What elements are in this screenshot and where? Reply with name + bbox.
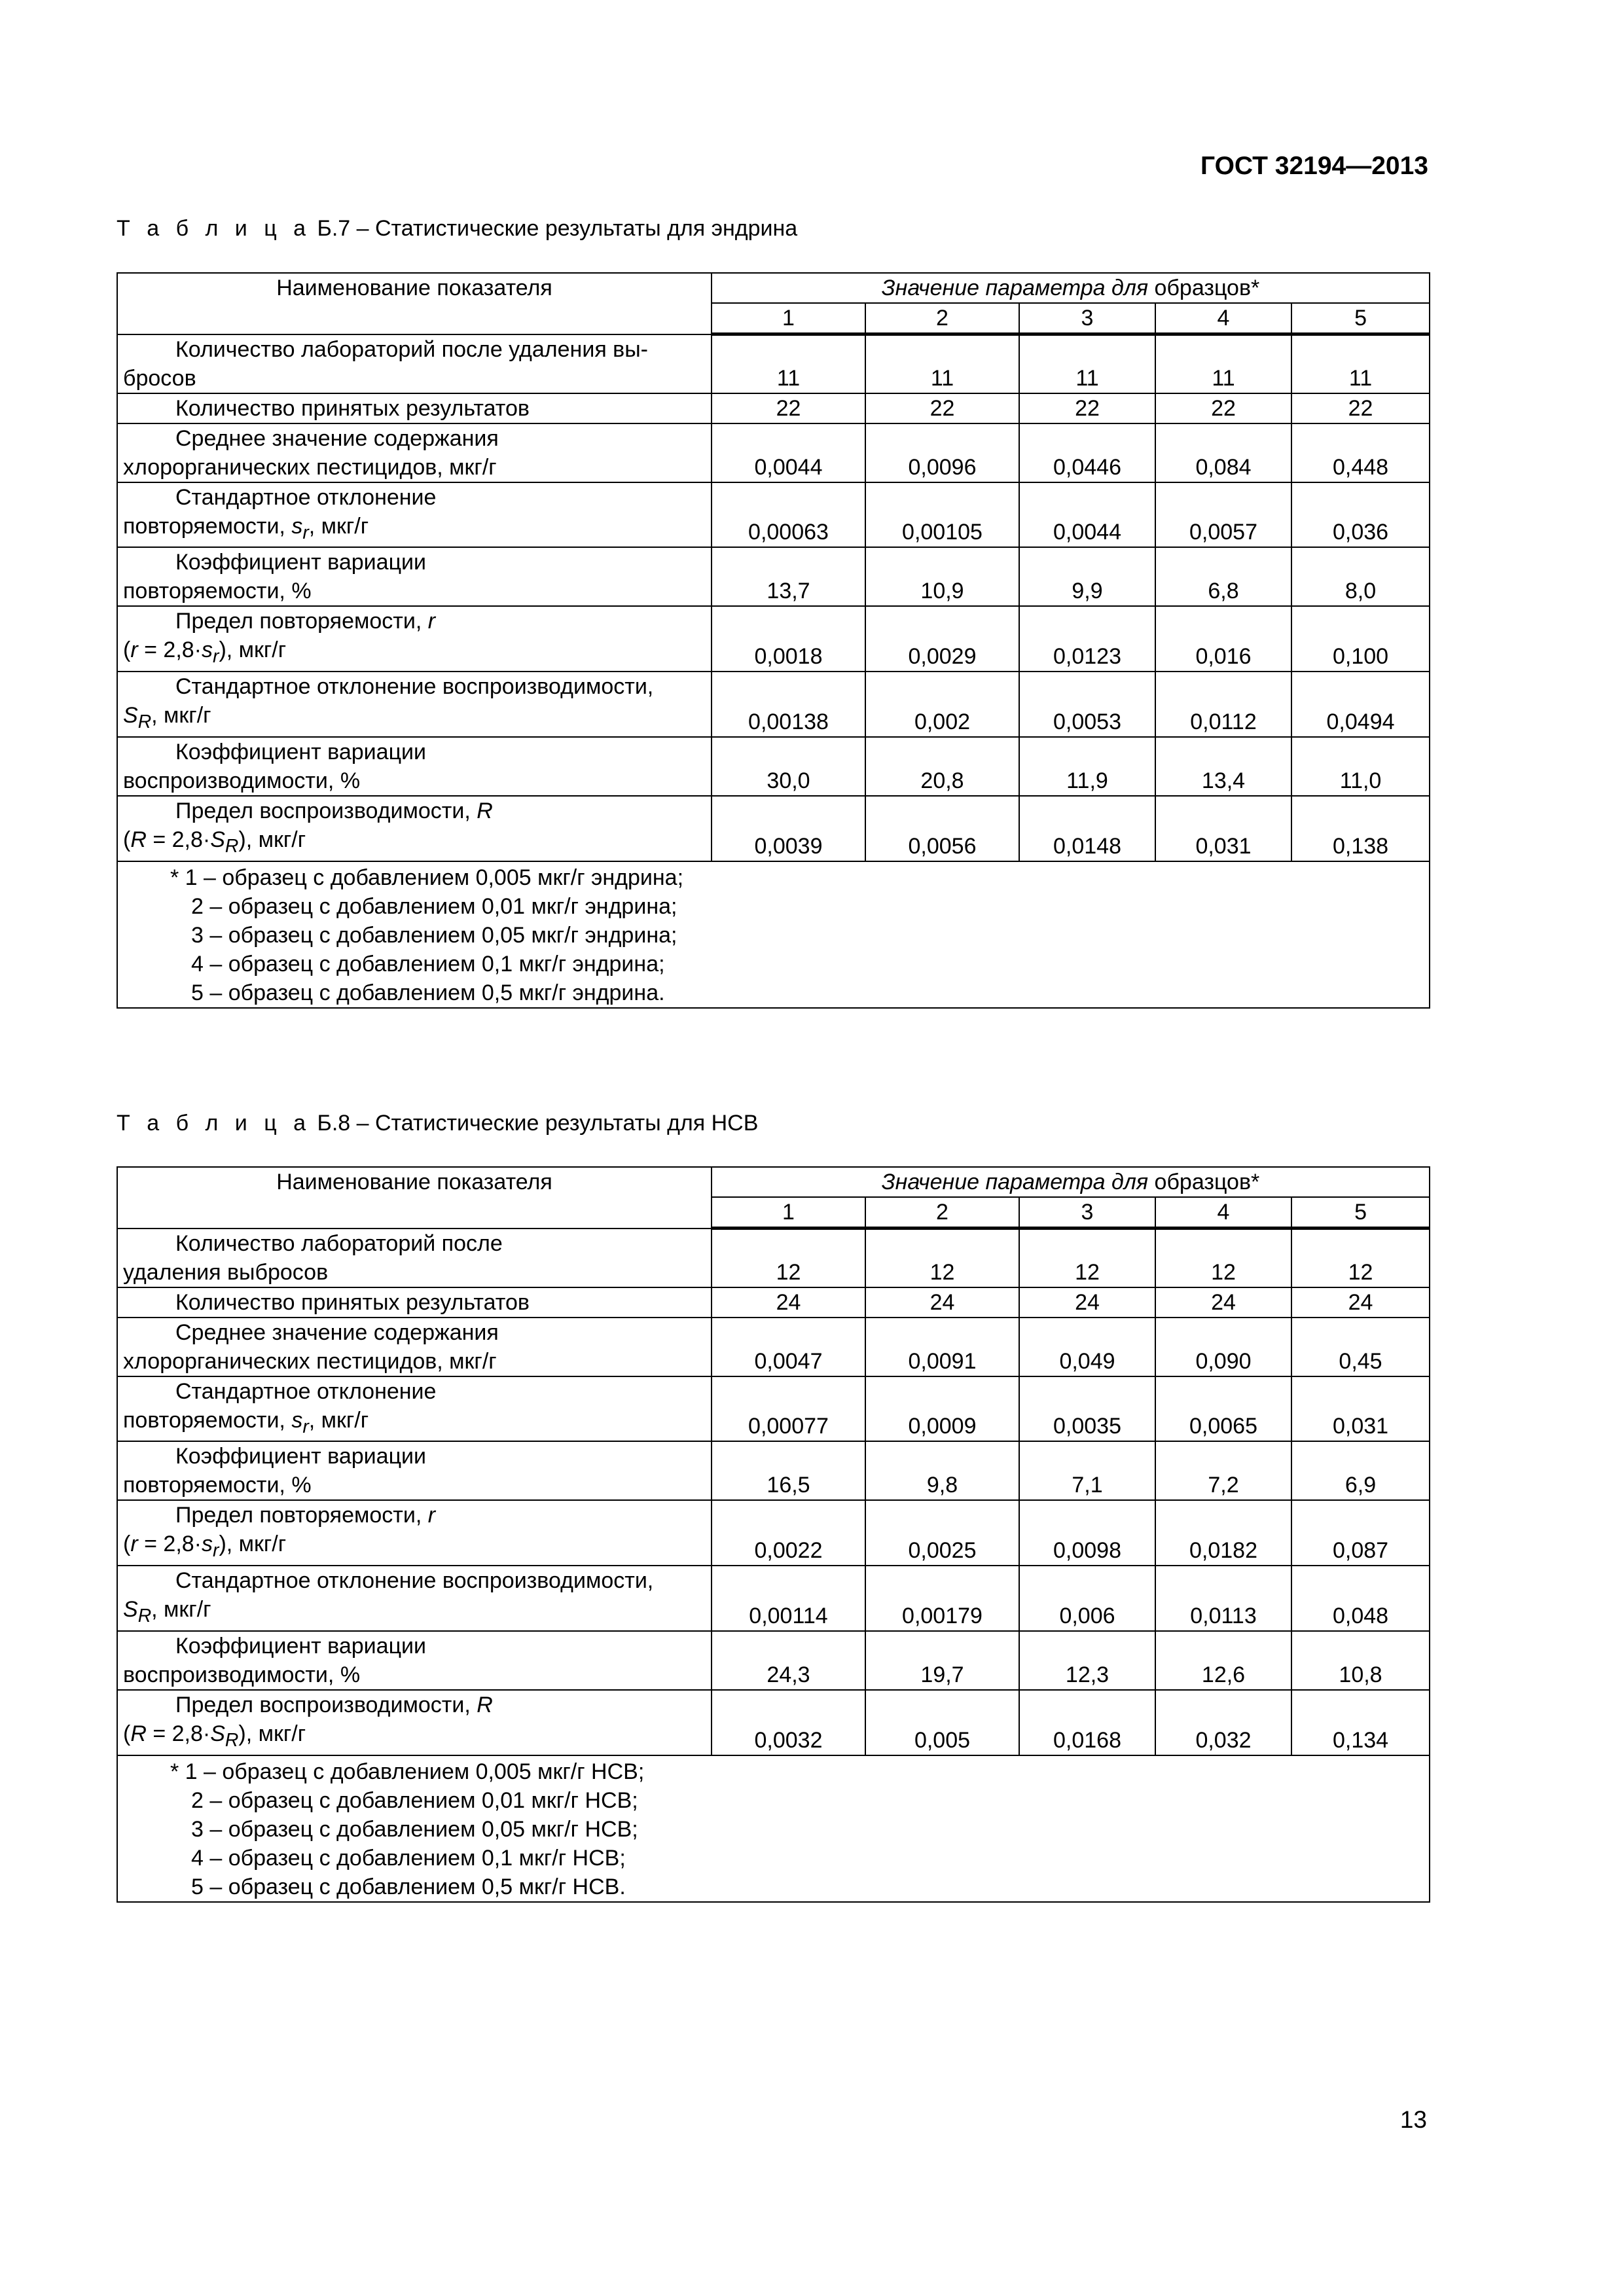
table-cell: 0,0494 (1291, 672, 1430, 737)
table-cell: 24,3 (712, 1631, 865, 1690)
table-cell: 12 (712, 1229, 865, 1287)
table-cell: 11,0 (1291, 737, 1430, 796)
table-cell: 10,8 (1291, 1631, 1430, 1690)
parameter-name: Стандартное отклонение воспроизводимости, $S_R$, мкг/г (117, 672, 712, 737)
table-cell: 0,0057 (1155, 482, 1291, 548)
table-cell: 0,00179 (865, 1566, 1019, 1631)
table-row (117, 1500, 1430, 1566)
table-cell: 19,7 (865, 1631, 1019, 1690)
table-row (117, 1441, 1430, 1500)
table-cell: 0,0168 (1019, 1690, 1155, 1755)
parameter-name: Среднее значение содержания хлорорганических пестицидов, мкг/г (117, 423, 712, 482)
table-row (117, 334, 1430, 393)
column-header: 1 (712, 303, 865, 334)
table-footnote-row (117, 1755, 1430, 1902)
footnote-line: 5 – образец с добавлением 0,5 мкг/г эндрина. (191, 980, 665, 1005)
parameter-name: Среднее значение содержания хлорорганических пестицидов, мкг/г (117, 1318, 712, 1376)
column-header: 1 (712, 1197, 865, 1229)
table-cell: 0,016 (1155, 606, 1291, 672)
table-cell: 0,0096 (865, 423, 1019, 482)
table-cell: 0,0053 (1019, 672, 1155, 737)
table-cell: 0,049 (1019, 1318, 1155, 1376)
footnote-line: 2 – образец с добавлением 0,01 мкг/г НСВ; (191, 1787, 638, 1813)
table-cell: 13,7 (712, 547, 865, 606)
table-cell: 6,8 (1155, 547, 1291, 606)
table-cell: 12,3 (1019, 1631, 1155, 1690)
table-cell: 22 (865, 393, 1019, 423)
table-cell: 0,006 (1019, 1566, 1155, 1631)
table-cell: 0,0148 (1019, 796, 1155, 861)
table-cell: 0,00077 (712, 1376, 865, 1442)
table-cell: 0,036 (1291, 482, 1430, 548)
table-cell: 11 (865, 334, 1019, 393)
parameter-name: Стандартное отклонение воспроизводимости, $S_R$, мкг/г (117, 1566, 712, 1631)
parameter-name: Коэффициент вариации повторяемости, % (117, 547, 712, 606)
table-cell: 22 (1155, 393, 1291, 423)
table-cell: 0,00138 (712, 672, 865, 737)
table-cell: 0,0022 (712, 1500, 865, 1566)
table-cell: 24 (1155, 1287, 1291, 1318)
parameter-name: Количество принятых результатов (117, 393, 712, 423)
column-header: 3 (1019, 303, 1155, 334)
footnote-line: 3 – образец с добавлением 0,05 мкг/г эндрина; (191, 922, 677, 948)
table-cell: 0,0044 (1019, 482, 1155, 548)
footnote-line: * 1 – образец с добавлением 0,005 мкг/г НСВ; (170, 1759, 645, 1784)
table-row (117, 1376, 1430, 1442)
table-footnote (117, 1755, 1430, 1902)
header-sample-values: Значение параметра для образцов* (712, 1167, 1430, 1197)
table-cell: 0,0029 (865, 606, 1019, 672)
table-cell: 0,00063 (712, 482, 865, 548)
table-cell: 0,002 (865, 672, 1019, 737)
table-cell: 0,0044 (712, 423, 865, 482)
table-footnote-row (117, 861, 1430, 1008)
table-cell: 0,45 (1291, 1318, 1430, 1376)
table-cell: 7,1 (1019, 1441, 1155, 1500)
column-header: 5 (1291, 303, 1430, 334)
parameter-name: Предел повторяемости, r $(r = 2,8\cdot s_r)$, мкг/г (117, 1500, 712, 1566)
table-row (117, 423, 1430, 482)
table-cell: 0,0009 (865, 1376, 1019, 1442)
table-cell: 0,031 (1291, 1376, 1430, 1442)
table-cell: 12 (865, 1229, 1019, 1287)
table-row (117, 737, 1430, 796)
parameter-name: Коэффициент вариации воспроизводимости, % (117, 737, 712, 796)
table-cell: 30,0 (712, 737, 865, 796)
column-header: 4 (1155, 1197, 1291, 1229)
caption-prefix: Т а б л и ц а (117, 216, 312, 241)
footnote-line: 4 – образец с добавлением 0,1 мкг/г эндрина; (191, 951, 665, 977)
table-cell: 0,0018 (712, 606, 865, 672)
table-cell: 11 (712, 334, 865, 393)
table-cell: 6,9 (1291, 1441, 1430, 1500)
table-cell: 0,0047 (712, 1318, 865, 1376)
parameter-name: Коэффициент вариации повторяемости, % (117, 1441, 712, 1500)
table-cell: 11,9 (1019, 737, 1155, 796)
table-cell: 0,0032 (712, 1690, 865, 1755)
parameter-name: Количество лабораторий после удаления выбросов (117, 1229, 712, 1287)
table-row (117, 393, 1430, 423)
table-row (117, 606, 1430, 672)
table-cell: 24 (712, 1287, 865, 1318)
table-row (117, 547, 1430, 606)
table-cell: 0,031 (1155, 796, 1291, 861)
table-cell: 0,087 (1291, 1500, 1430, 1566)
parameter-name: Стандартное отклонение повторяемости, $s_r$, мкг/г (117, 1376, 712, 1442)
header-sample-values: Значение параметра для образцов* (712, 273, 1430, 303)
table-cell: 13,4 (1155, 737, 1291, 796)
table-cell: 0,0091 (865, 1318, 1019, 1376)
parameter-name: Количество принятых результатов (117, 1287, 712, 1318)
table-row (117, 1631, 1430, 1690)
caption-text: Б.7 – Статистические результаты для эндрина (317, 216, 798, 241)
table-cell: 24 (865, 1287, 1019, 1318)
table-row (117, 1566, 1430, 1631)
table-cell: 10,9 (865, 547, 1019, 606)
table-cell: 0,00114 (712, 1566, 865, 1631)
parameter-name: Предел воспроизводимости, R $(R = 2,8\cdot S_R)$, мкг/г (117, 796, 712, 861)
table-cell: 0,0182 (1155, 1500, 1291, 1566)
table-cell: 7,2 (1155, 1441, 1291, 1500)
table-cell: 0,0025 (865, 1500, 1019, 1566)
table-cell: 11 (1155, 334, 1291, 393)
header-parameter-name: Наименование показателя (117, 273, 712, 334)
table-cell: 24 (1291, 1287, 1430, 1318)
document-id: ГОСТ 32194—2013 (1200, 152, 1428, 180)
table-cell: 12 (1155, 1229, 1291, 1287)
table-row (117, 796, 1430, 861)
parameter-name: Стандартное отклонение повторяемости, $s_r$, мкг/г (117, 482, 712, 548)
table-cell: 0,0056 (865, 796, 1019, 861)
table-cell: 22 (1291, 393, 1430, 423)
footnote-line: 4 – образец с добавлением 0,1 мкг/г НСВ; (191, 1845, 626, 1871)
table-cell: 0,134 (1291, 1690, 1430, 1755)
table-cell: 0,0065 (1155, 1376, 1291, 1442)
table-cell: 0,100 (1291, 606, 1430, 672)
table-row (117, 1690, 1430, 1755)
footnote-line: 3 – образец с добавлением 0,05 мкг/г НСВ; (191, 1816, 638, 1842)
table-cell: 22 (1019, 393, 1155, 423)
table-cell: 0,005 (865, 1690, 1019, 1755)
table-cell: 0,032 (1155, 1690, 1291, 1755)
footnote-line: * 1 – образец с добавлением 0,005 мкг/г эндрина; (170, 865, 684, 890)
table-cell: 12 (1291, 1229, 1430, 1287)
table-cell: 0,0112 (1155, 672, 1291, 737)
table-cell: 0,00105 (865, 482, 1019, 548)
table-row (117, 1287, 1430, 1318)
table-cell: 20,8 (865, 737, 1019, 796)
table-cell: 0,090 (1155, 1318, 1291, 1376)
table-cell: 0,0035 (1019, 1376, 1155, 1442)
statistics-table (117, 272, 1430, 1009)
header-parameter-name: Наименование показателя (117, 1167, 712, 1229)
table-row (117, 1229, 1430, 1287)
table-row (117, 1318, 1430, 1376)
column-header: 2 (865, 303, 1019, 334)
footnote-line: 2 – образец с добавлением 0,01 мкг/г эндрина; (191, 893, 677, 919)
column-header: 5 (1291, 1197, 1430, 1229)
table-cell: 0,084 (1155, 423, 1291, 482)
caption-text: Б.8 – Статистические результаты для НСВ (317, 1111, 759, 1136)
table-cell: 0,448 (1291, 423, 1430, 482)
table-cell: 0,0123 (1019, 606, 1155, 672)
page-number: 13 (1399, 2106, 1427, 2133)
table-cell: 11 (1291, 334, 1430, 393)
table-cell: 11 (1019, 334, 1155, 393)
table-cell: 8,0 (1291, 547, 1430, 606)
parameter-name: Количество лабораторий после удаления вы- бросов (117, 334, 712, 393)
table-row (117, 672, 1430, 737)
table-cell: 16,5 (712, 1441, 865, 1500)
table-cell: 0,0098 (1019, 1500, 1155, 1566)
table-cell: 0,048 (1291, 1566, 1430, 1631)
column-header: 2 (865, 1197, 1019, 1229)
statistics-table (117, 1166, 1430, 1903)
caption-prefix: Т а б л и ц а (117, 1111, 312, 1136)
parameter-name: Коэффициент вариации воспроизводимости, % (117, 1631, 712, 1690)
column-header: 3 (1019, 1197, 1155, 1229)
table-cell: 0,138 (1291, 796, 1430, 861)
parameter-name: Предел повторяемости, r $(r = 2,8\cdot s_r)$, мкг/г (117, 606, 712, 672)
table-row (117, 482, 1430, 548)
table-cell: 9,9 (1019, 547, 1155, 606)
table-footnote (117, 861, 1430, 1008)
table-caption (117, 1111, 758, 1136)
table-cell: 22 (712, 393, 865, 423)
column-header: 4 (1155, 303, 1291, 334)
footnote-line: 5 – образец с добавлением 0,5 мкг/г НСВ. (191, 1874, 626, 1899)
table-cell: 12,6 (1155, 1631, 1291, 1690)
table-cell: 24 (1019, 1287, 1155, 1318)
parameter-name: Предел воспроизводимости, R $(R = 2,8\cdot S_R)$, мкг/г (117, 1690, 712, 1755)
table-cell: 0,0039 (712, 796, 865, 861)
table-cell: 9,8 (865, 1441, 1019, 1500)
table-cell: 0,0113 (1155, 1566, 1291, 1631)
table-cell: 0,0446 (1019, 423, 1155, 482)
table-cell: 12 (1019, 1229, 1155, 1287)
table-caption (117, 216, 797, 242)
